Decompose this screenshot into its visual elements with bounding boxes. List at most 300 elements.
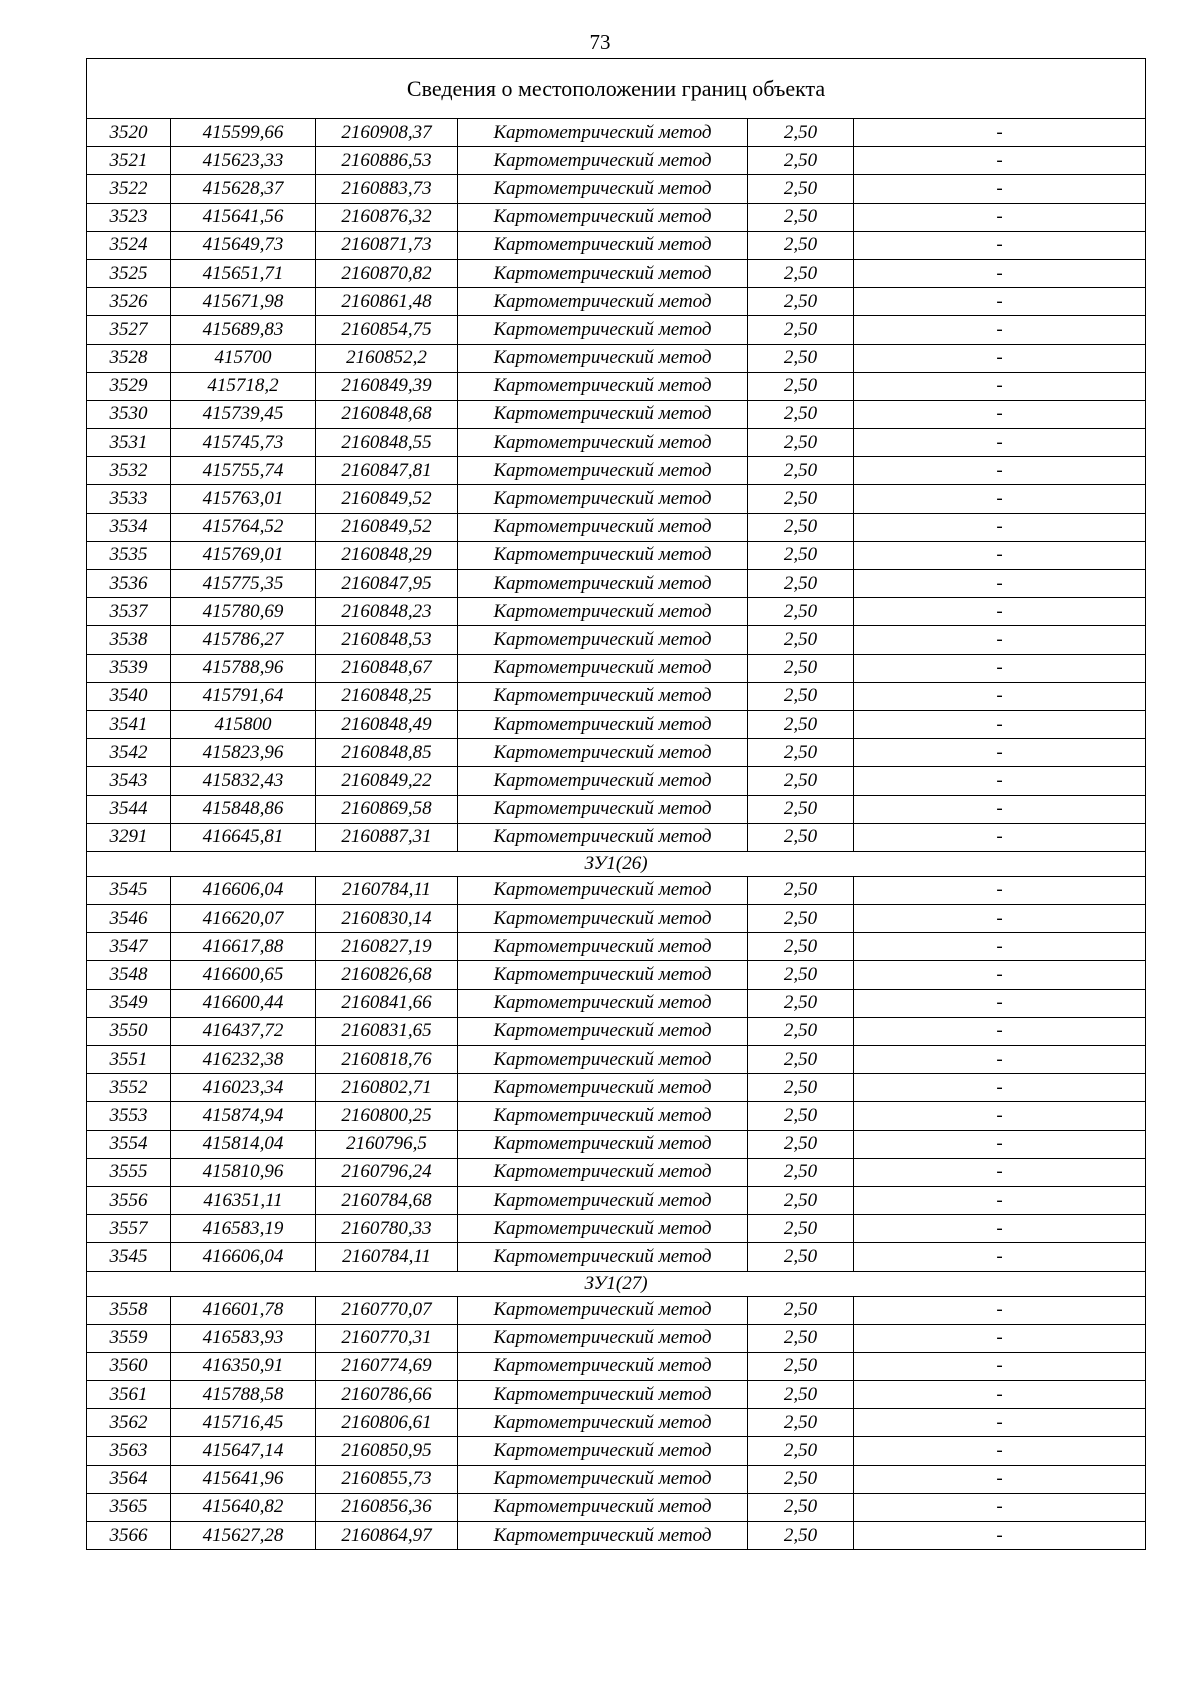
x-coordinate-cell: 415775,35	[171, 570, 316, 598]
y-coordinate-cell: 2160848,29	[316, 541, 458, 569]
accuracy-cell: 2,50	[748, 823, 854, 851]
description-cell: -	[854, 429, 1146, 457]
accuracy-cell: 2,50	[748, 203, 854, 231]
table-row	[87, 1296, 1146, 1324]
y-coordinate-cell: 2160831,65	[316, 1017, 458, 1045]
point-number-cell: 3564	[87, 1465, 171, 1493]
y-coordinate-cell: 2160826,68	[316, 961, 458, 989]
table-row	[87, 682, 1146, 710]
accuracy-cell: 2,50	[748, 485, 854, 513]
method-cell: Картометрический метод	[458, 961, 748, 989]
table-row	[87, 147, 1146, 175]
table-row	[87, 1074, 1146, 1102]
method-cell: Картометрический метод	[458, 1352, 748, 1380]
x-coordinate-cell: 415788,58	[171, 1381, 316, 1409]
table-row	[87, 626, 1146, 654]
table-row	[87, 1215, 1146, 1243]
y-coordinate-cell: 2160827,19	[316, 933, 458, 961]
accuracy-cell: 2,50	[748, 767, 854, 795]
accuracy-cell: 2,50	[748, 541, 854, 569]
method-cell: Картометрический метод	[458, 147, 748, 175]
accuracy-cell: 2,50	[748, 626, 854, 654]
page-number: 73	[589, 30, 611, 54]
y-coordinate-cell: 2160864,97	[316, 1522, 458, 1550]
accuracy-cell: 2,50	[748, 429, 854, 457]
method-cell: Картометрический метод	[458, 175, 748, 203]
point-number-cell: 3534	[87, 513, 171, 541]
point-number-cell: 3566	[87, 1522, 171, 1550]
point-number-cell: 3557	[87, 1215, 171, 1243]
x-coordinate-cell: 415745,73	[171, 429, 316, 457]
y-coordinate-cell: 2160871,73	[316, 231, 458, 259]
y-coordinate-cell: 2160774,69	[316, 1352, 458, 1380]
method-cell: Картометрический метод	[458, 288, 748, 316]
method-cell: Картометрический метод	[458, 1046, 748, 1074]
method-cell: Картометрический метод	[458, 626, 748, 654]
description-cell: -	[854, 175, 1146, 203]
method-cell: Картометрический метод	[458, 513, 748, 541]
x-coordinate-cell: 415832,43	[171, 767, 316, 795]
description-cell: -	[854, 1522, 1146, 1550]
point-number-cell: 3559	[87, 1324, 171, 1352]
y-coordinate-cell: 2160770,07	[316, 1296, 458, 1324]
point-number-cell: 3553	[87, 1102, 171, 1130]
description-cell: -	[854, 626, 1146, 654]
method-cell: Картометрический метод	[458, 1409, 748, 1437]
point-number-cell: 3550	[87, 1017, 171, 1045]
point-number-cell: 3558	[87, 1296, 171, 1324]
accuracy-cell: 2,50	[748, 316, 854, 344]
method-cell: Картометрический метод	[458, 316, 748, 344]
description-cell: -	[854, 1017, 1146, 1045]
description-cell: -	[854, 739, 1146, 767]
y-coordinate-cell: 2160852,2	[316, 344, 458, 372]
accuracy-cell: 2,50	[748, 1017, 854, 1045]
point-number-cell: 3525	[87, 259, 171, 287]
y-coordinate-cell: 2160796,5	[316, 1130, 458, 1158]
x-coordinate-cell: 415810,96	[171, 1158, 316, 1186]
method-cell: Картометрический метод	[458, 119, 748, 147]
y-coordinate-cell: 2160818,76	[316, 1046, 458, 1074]
method-cell: Картометрический метод	[458, 541, 748, 569]
x-coordinate-cell: 416620,07	[171, 905, 316, 933]
x-coordinate-cell: 415780,69	[171, 598, 316, 626]
accuracy-cell: 2,50	[748, 1381, 854, 1409]
point-number-cell: 3554	[87, 1130, 171, 1158]
method-cell: Картометрический метод	[458, 429, 748, 457]
x-coordinate-cell: 415763,01	[171, 485, 316, 513]
description-cell: -	[854, 1493, 1146, 1521]
description-cell: -	[854, 1158, 1146, 1186]
accuracy-cell: 2,50	[748, 710, 854, 738]
description-cell: -	[854, 259, 1146, 287]
y-coordinate-cell: 2160784,11	[316, 1243, 458, 1271]
point-number-cell: 3529	[87, 372, 171, 400]
y-coordinate-cell: 2160800,25	[316, 1102, 458, 1130]
x-coordinate-cell: 416600,65	[171, 961, 316, 989]
method-cell: Картометрический метод	[458, 1158, 748, 1186]
y-coordinate-cell: 2160796,24	[316, 1158, 458, 1186]
description-cell: -	[854, 1046, 1146, 1074]
table-row	[87, 485, 1146, 513]
accuracy-cell: 2,50	[748, 1046, 854, 1074]
accuracy-cell: 2,50	[748, 570, 854, 598]
accuracy-cell: 2,50	[748, 1158, 854, 1186]
x-coordinate-cell: 416617,88	[171, 933, 316, 961]
y-coordinate-cell: 2160908,37	[316, 119, 458, 147]
y-coordinate-cell: 2160806,61	[316, 1409, 458, 1437]
method-cell: Картометрический метод	[458, 654, 748, 682]
point-number-cell: 3549	[87, 989, 171, 1017]
x-coordinate-cell: 416583,93	[171, 1324, 316, 1352]
table-row	[87, 654, 1146, 682]
table-row	[87, 231, 1146, 259]
accuracy-cell: 2,50	[748, 739, 854, 767]
y-coordinate-cell: 2160770,31	[316, 1324, 458, 1352]
description-cell: -	[854, 989, 1146, 1017]
x-coordinate-cell: 415874,94	[171, 1102, 316, 1130]
point-number-cell: 3563	[87, 1437, 171, 1465]
description-cell: -	[854, 457, 1146, 485]
y-coordinate-cell: 2160887,31	[316, 823, 458, 851]
x-coordinate-cell: 415718,2	[171, 372, 316, 400]
method-cell: Картометрический метод	[458, 1522, 748, 1550]
table-row	[87, 961, 1146, 989]
accuracy-cell: 2,50	[748, 1296, 854, 1324]
point-number-cell: 3524	[87, 231, 171, 259]
accuracy-cell: 2,50	[748, 598, 854, 626]
table-row	[87, 344, 1146, 372]
x-coordinate-cell: 416437,72	[171, 1017, 316, 1045]
x-coordinate-cell: 415800	[171, 710, 316, 738]
y-coordinate-cell: 2160848,68	[316, 400, 458, 428]
x-coordinate-cell: 415627,28	[171, 1522, 316, 1550]
y-coordinate-cell: 2160850,95	[316, 1437, 458, 1465]
x-coordinate-cell: 416583,19	[171, 1215, 316, 1243]
method-cell: Картометрический метод	[458, 570, 748, 598]
point-number-cell: 3560	[87, 1352, 171, 1380]
accuracy-cell: 2,50	[748, 1186, 854, 1214]
table-row	[87, 541, 1146, 569]
y-coordinate-cell: 2160784,11	[316, 876, 458, 904]
point-number-cell: 3548	[87, 961, 171, 989]
table-row	[87, 710, 1146, 738]
table-row	[87, 1409, 1146, 1437]
point-number-cell: 3533	[87, 485, 171, 513]
description-cell: -	[854, 823, 1146, 851]
table-row	[87, 1046, 1146, 1074]
y-coordinate-cell: 2160784,68	[316, 1186, 458, 1214]
table-row	[87, 767, 1146, 795]
method-cell: Картометрический метод	[458, 1381, 748, 1409]
y-coordinate-cell: 2160855,73	[316, 1465, 458, 1493]
description-cell: -	[854, 288, 1146, 316]
method-cell: Картометрический метод	[458, 231, 748, 259]
table-body	[87, 119, 1146, 1550]
description-cell: -	[854, 598, 1146, 626]
table-row	[87, 457, 1146, 485]
accuracy-cell: 2,50	[748, 682, 854, 710]
accuracy-cell: 2,50	[748, 989, 854, 1017]
method-cell: Картометрический метод	[458, 598, 748, 626]
accuracy-cell: 2,50	[748, 1437, 854, 1465]
description-cell: -	[854, 1352, 1146, 1380]
method-cell: Картометрический метод	[458, 710, 748, 738]
x-coordinate-cell: 416600,44	[171, 989, 316, 1017]
method-cell: Картометрический метод	[458, 1186, 748, 1214]
method-cell: Картометрический метод	[458, 905, 748, 933]
x-coordinate-cell: 416606,04	[171, 1243, 316, 1271]
point-number-cell: 3562	[87, 1409, 171, 1437]
x-coordinate-cell: 416606,04	[171, 876, 316, 904]
table-row	[87, 795, 1146, 823]
point-number-cell: 3532	[87, 457, 171, 485]
accuracy-cell: 2,50	[748, 1493, 854, 1521]
accuracy-cell: 2,50	[748, 1102, 854, 1130]
description-cell: -	[854, 1381, 1146, 1409]
accuracy-cell: 2,50	[748, 372, 854, 400]
point-number-cell: 3521	[87, 147, 171, 175]
y-coordinate-cell: 2160854,75	[316, 316, 458, 344]
description-cell: -	[854, 400, 1146, 428]
table-row	[87, 513, 1146, 541]
y-coordinate-cell: 2160848,49	[316, 710, 458, 738]
table-row	[87, 372, 1146, 400]
accuracy-cell: 2,50	[748, 288, 854, 316]
table-row	[87, 400, 1146, 428]
point-number-cell: 3561	[87, 1381, 171, 1409]
x-coordinate-cell: 416601,78	[171, 1296, 316, 1324]
point-number-cell: 3523	[87, 203, 171, 231]
description-cell: -	[854, 372, 1146, 400]
description-cell: -	[854, 1130, 1146, 1158]
table-row	[87, 739, 1146, 767]
x-coordinate-cell: 415623,33	[171, 147, 316, 175]
x-coordinate-cell: 415823,96	[171, 739, 316, 767]
description-cell: -	[854, 933, 1146, 961]
method-cell: Картометрический метод	[458, 767, 748, 795]
method-cell: Картометрический метод	[458, 933, 748, 961]
description-cell: -	[854, 231, 1146, 259]
accuracy-cell: 2,50	[748, 1409, 854, 1437]
x-coordinate-cell: 415739,45	[171, 400, 316, 428]
y-coordinate-cell: 2160848,53	[316, 626, 458, 654]
accuracy-cell: 2,50	[748, 119, 854, 147]
accuracy-cell: 2,50	[748, 1243, 854, 1271]
x-coordinate-cell: 416350,91	[171, 1352, 316, 1380]
method-cell: Картометрический метод	[458, 1074, 748, 1102]
section-header-row	[87, 1271, 1146, 1296]
table-row	[87, 1493, 1146, 1521]
x-coordinate-cell: 415599,66	[171, 119, 316, 147]
method-cell: Картометрический метод	[458, 739, 748, 767]
table-row	[87, 1437, 1146, 1465]
point-number-cell: 3526	[87, 288, 171, 316]
method-cell: Картометрический метод	[458, 1102, 748, 1130]
accuracy-cell: 2,50	[748, 1215, 854, 1243]
point-number-cell: 3535	[87, 541, 171, 569]
point-number-cell: 3545	[87, 1243, 171, 1271]
description-cell: -	[854, 682, 1146, 710]
description-cell: -	[854, 876, 1146, 904]
table-row	[87, 1522, 1146, 1550]
description-cell: -	[854, 1324, 1146, 1352]
y-coordinate-cell: 2160848,23	[316, 598, 458, 626]
description-cell: -	[854, 570, 1146, 598]
y-coordinate-cell: 2160849,39	[316, 372, 458, 400]
x-coordinate-cell: 415788,96	[171, 654, 316, 682]
description-cell: -	[854, 316, 1146, 344]
point-number-cell: 3551	[87, 1046, 171, 1074]
y-coordinate-cell: 2160886,53	[316, 147, 458, 175]
method-cell: Картометрический метод	[458, 876, 748, 904]
y-coordinate-cell: 2160848,25	[316, 682, 458, 710]
method-cell: Картометрический метод	[458, 203, 748, 231]
y-coordinate-cell: 2160870,82	[316, 259, 458, 287]
x-coordinate-cell: 415671,98	[171, 288, 316, 316]
table-row	[87, 1186, 1146, 1214]
method-cell: Картометрический метод	[458, 1243, 748, 1271]
point-number-cell: 3552	[87, 1074, 171, 1102]
accuracy-cell: 2,50	[748, 513, 854, 541]
method-cell: Картометрический метод	[458, 1465, 748, 1493]
x-coordinate-cell: 416023,34	[171, 1074, 316, 1102]
y-coordinate-cell: 2160869,58	[316, 795, 458, 823]
table-row	[87, 259, 1146, 287]
y-coordinate-cell: 2160780,33	[316, 1215, 458, 1243]
accuracy-cell: 2,50	[748, 654, 854, 682]
accuracy-cell: 2,50	[748, 1465, 854, 1493]
point-number-cell: 3546	[87, 905, 171, 933]
x-coordinate-cell: 415764,52	[171, 513, 316, 541]
table-row	[87, 1158, 1146, 1186]
y-coordinate-cell: 2160848,55	[316, 429, 458, 457]
point-number-cell: 3530	[87, 400, 171, 428]
y-coordinate-cell: 2160861,48	[316, 288, 458, 316]
description-cell: -	[854, 654, 1146, 682]
accuracy-cell: 2,50	[748, 175, 854, 203]
accuracy-cell: 2,50	[748, 400, 854, 428]
section-header-row	[87, 851, 1146, 876]
section-label: ЗУ1(26)	[87, 851, 1146, 876]
point-number-cell: 3291	[87, 823, 171, 851]
table-row	[87, 1465, 1146, 1493]
method-cell: Картометрический метод	[458, 400, 748, 428]
point-number-cell: 3543	[87, 767, 171, 795]
method-cell: Картометрический метод	[458, 259, 748, 287]
description-cell: -	[854, 344, 1146, 372]
method-cell: Картометрический метод	[458, 1493, 748, 1521]
accuracy-cell: 2,50	[748, 905, 854, 933]
y-coordinate-cell: 2160786,66	[316, 1381, 458, 1409]
table-row	[87, 1243, 1146, 1271]
y-coordinate-cell: 2160802,71	[316, 1074, 458, 1102]
table-row	[87, 203, 1146, 231]
table-row	[87, 823, 1146, 851]
accuracy-cell: 2,50	[748, 876, 854, 904]
method-cell: Картометрический метод	[458, 1437, 748, 1465]
x-coordinate-cell: 415769,01	[171, 541, 316, 569]
method-cell: Картометрический метод	[458, 823, 748, 851]
method-cell: Картометрический метод	[458, 1215, 748, 1243]
y-coordinate-cell: 2160883,73	[316, 175, 458, 203]
point-number-cell: 3541	[87, 710, 171, 738]
description-cell: -	[854, 119, 1146, 147]
point-number-cell: 3538	[87, 626, 171, 654]
method-cell: Картометрический метод	[458, 989, 748, 1017]
x-coordinate-cell: 415848,86	[171, 795, 316, 823]
accuracy-cell: 2,50	[748, 1522, 854, 1550]
description-cell: -	[854, 961, 1146, 989]
accuracy-cell: 2,50	[748, 344, 854, 372]
table-title-row	[87, 59, 1146, 119]
accuracy-cell: 2,50	[748, 795, 854, 823]
x-coordinate-cell: 415651,71	[171, 259, 316, 287]
x-coordinate-cell: 416351,11	[171, 1186, 316, 1214]
table-row	[87, 933, 1146, 961]
method-cell: Картометрический метод	[458, 457, 748, 485]
x-coordinate-cell: 415641,96	[171, 1465, 316, 1493]
method-cell: Картометрический метод	[458, 485, 748, 513]
x-coordinate-cell: 415791,64	[171, 682, 316, 710]
y-coordinate-cell: 2160876,32	[316, 203, 458, 231]
y-coordinate-cell: 2160830,14	[316, 905, 458, 933]
description-cell: -	[854, 203, 1146, 231]
x-coordinate-cell: 415649,73	[171, 231, 316, 259]
table-row	[87, 598, 1146, 626]
table-row	[87, 1381, 1146, 1409]
table-row	[87, 905, 1146, 933]
table-row	[87, 288, 1146, 316]
point-number-cell: 3539	[87, 654, 171, 682]
y-coordinate-cell: 2160848,67	[316, 654, 458, 682]
x-coordinate-cell: 415647,14	[171, 1437, 316, 1465]
description-cell: -	[854, 541, 1146, 569]
accuracy-cell: 2,50	[748, 1130, 854, 1158]
x-coordinate-cell: 415786,27	[171, 626, 316, 654]
point-number-cell: 3522	[87, 175, 171, 203]
table-row	[87, 876, 1146, 904]
method-cell: Картометрический метод	[458, 344, 748, 372]
y-coordinate-cell: 2160849,52	[316, 485, 458, 513]
point-number-cell: 3545	[87, 876, 171, 904]
point-number-cell: 3528	[87, 344, 171, 372]
x-coordinate-cell: 415640,82	[171, 1493, 316, 1521]
accuracy-cell: 2,50	[748, 1324, 854, 1352]
description-cell: -	[854, 1243, 1146, 1271]
description-cell: -	[854, 1215, 1146, 1243]
description-cell: -	[854, 1465, 1146, 1493]
y-coordinate-cell: 2160849,52	[316, 513, 458, 541]
x-coordinate-cell: 416232,38	[171, 1046, 316, 1074]
accuracy-cell: 2,50	[748, 231, 854, 259]
description-cell: -	[854, 795, 1146, 823]
description-cell: -	[854, 513, 1146, 541]
description-cell: -	[854, 485, 1146, 513]
point-number-cell: 3542	[87, 739, 171, 767]
x-coordinate-cell: 415641,56	[171, 203, 316, 231]
description-cell: -	[854, 710, 1146, 738]
description-cell: -	[854, 1409, 1146, 1437]
description-cell: -	[854, 1074, 1146, 1102]
boundary-coordinates-table	[86, 58, 1146, 1550]
description-cell: -	[854, 1102, 1146, 1130]
section-label: ЗУ1(27)	[87, 1271, 1146, 1296]
description-cell: -	[854, 767, 1146, 795]
method-cell: Картометрический метод	[458, 1017, 748, 1045]
description-cell: -	[854, 147, 1146, 175]
point-number-cell: 3540	[87, 682, 171, 710]
